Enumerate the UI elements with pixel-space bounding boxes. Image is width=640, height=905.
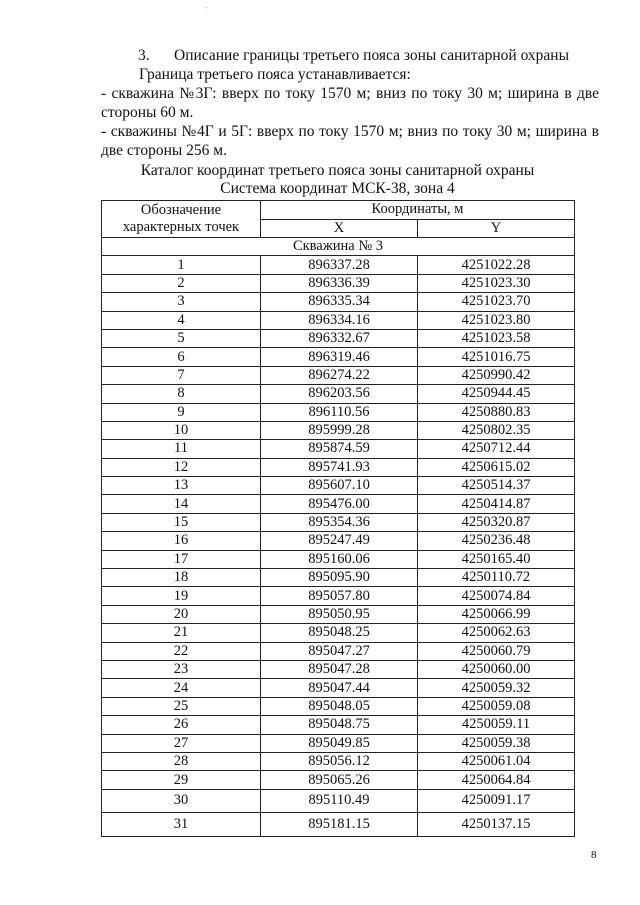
section-number: 3. (138, 47, 150, 64)
coord-x: 895247.49 (261, 532, 418, 550)
coord-y: 4250615.02 (418, 458, 575, 476)
table-row (102, 697, 575, 715)
table-row (102, 550, 575, 568)
table-row (102, 274, 575, 292)
coord-x: 896334.16 (261, 311, 418, 329)
point-number: 10 (102, 421, 261, 439)
coord-x: 895607.10 (261, 477, 418, 495)
coord-y: 4250059.08 (418, 697, 575, 715)
coord-y: 4250060.79 (418, 642, 575, 660)
coord-x: 895047.44 (261, 679, 418, 697)
point-number: 2 (102, 274, 261, 292)
table-row (102, 587, 575, 605)
header-x: X (261, 219, 418, 238)
coord-x: 896335.34 (261, 293, 418, 311)
section-heading (138, 46, 569, 65)
coord-x: 896319.46 (261, 348, 418, 366)
coord-y: 4250712.44 (418, 440, 575, 458)
coord-x: 895057.80 (261, 587, 418, 605)
coord-y: 4250064.84 (418, 771, 575, 789)
table-row (102, 385, 575, 403)
coord-x: 896336.39 (261, 274, 418, 292)
point-number: 4 (102, 311, 261, 329)
page-number: 8 (591, 849, 597, 861)
coordinates-table (101, 200, 575, 837)
coord-y: 4250059.11 (418, 716, 575, 734)
coord-y: 4251023.80 (418, 311, 575, 329)
point-number: 24 (102, 679, 261, 697)
coord-x: 896332.67 (261, 329, 418, 347)
coord-x: 896274.22 (261, 366, 418, 384)
paragraph-intro: Граница третьего пояса устанавливается: (139, 66, 411, 83)
coord-x: 895476.00 (261, 495, 418, 513)
catalog-caption (101, 162, 574, 198)
coord-y: 4250165.40 (418, 550, 575, 568)
point-number: 8 (102, 385, 261, 403)
coord-y: 4250880.83 (418, 403, 575, 421)
point-number: 30 (102, 789, 261, 813)
point-number: 5 (102, 329, 261, 347)
coord-y: 4250066.99 (418, 605, 575, 623)
coord-y: 4250137.15 (418, 813, 575, 837)
coord-x: 895160.06 (261, 550, 418, 568)
point-number: 20 (102, 605, 261, 623)
table-row (102, 293, 575, 311)
coord-x: 895056.12 (261, 752, 418, 770)
coord-x: 895874.59 (261, 440, 418, 458)
paragraph-well-3g: - скважина №3Г: вверх по току 1570 м; вниз по току 30 м; ширина в две стороны 60 м. (101, 85, 599, 121)
coord-x: 895354.36 (261, 513, 418, 531)
table-row (102, 771, 575, 789)
table-row (102, 605, 575, 623)
coord-x: 895050.95 (261, 605, 418, 623)
table-row (102, 642, 575, 660)
paragraph-wells-4g-5g: - скважины №4Г и 5Г: вверх по току 1570 м; вниз по току 30 м; ширина в две стороны 256 м. (101, 123, 599, 159)
point-number: 18 (102, 569, 261, 587)
table-row (102, 329, 575, 347)
point-number: 16 (102, 532, 261, 550)
table-row (102, 421, 575, 439)
point-number: 1 (102, 256, 261, 274)
table-row (102, 734, 575, 752)
coord-x: 896203.56 (261, 385, 418, 403)
table-row (102, 679, 575, 697)
coord-y: 4251023.30 (418, 274, 575, 292)
table-row (102, 440, 575, 458)
coord-y: 4250074.84 (418, 587, 575, 605)
point-number: 12 (102, 458, 261, 476)
coord-y: 4250062.63 (418, 624, 575, 642)
table-row (102, 624, 575, 642)
group-label: Скважина № 3 (102, 238, 575, 256)
coord-y: 4250061.04 (418, 752, 575, 770)
coord-x: 895181.15 (261, 813, 418, 837)
coord-y: 4250110.72 (418, 569, 575, 587)
section-title: Описание границы третьего пояса зоны санитарной охраны (174, 47, 570, 64)
point-number: 23 (102, 660, 261, 678)
table-row (102, 813, 575, 837)
coord-y: 4250990.42 (418, 366, 575, 384)
coord-y: 4250059.38 (418, 734, 575, 752)
coord-x: 895741.93 (261, 458, 418, 476)
point-number: 6 (102, 348, 261, 366)
catalog-title: Каталог координат третьего пояса зоны санитарной охраны (140, 162, 535, 179)
header-y: Y (418, 219, 575, 238)
point-number: 11 (102, 440, 261, 458)
table-row (102, 495, 575, 513)
coord-x: 895049.85 (261, 734, 418, 752)
coord-y: 4250414.87 (418, 495, 575, 513)
coord-y: 4250236.48 (418, 532, 575, 550)
table-row (102, 256, 575, 274)
table-row (102, 403, 575, 421)
header-designation: Обозначение характерных точек (102, 201, 261, 238)
table-row (102, 477, 575, 495)
point-number: 25 (102, 697, 261, 715)
point-number: 26 (102, 716, 261, 734)
point-number: 13 (102, 477, 261, 495)
point-number: 3 (102, 293, 261, 311)
point-number: 21 (102, 624, 261, 642)
point-number: 31 (102, 813, 261, 837)
point-number: 14 (102, 495, 261, 513)
point-number: 29 (102, 771, 261, 789)
point-number: 17 (102, 550, 261, 568)
coord-y: 4251022.28 (418, 256, 575, 274)
coord-y: 4250802.35 (418, 421, 575, 439)
point-number: 27 (102, 734, 261, 752)
table-row (102, 752, 575, 770)
coord-x: 895095.90 (261, 569, 418, 587)
coord-y: 4250091.17 (418, 789, 575, 813)
coord-x: 895065.26 (261, 771, 418, 789)
table-row (102, 458, 575, 476)
coord-y: 4251016.75 (418, 348, 575, 366)
coordinate-system: Система координат МСК-38, зона 4 (220, 180, 455, 197)
table-row (102, 513, 575, 531)
point-number: 9 (102, 403, 261, 421)
coord-y: 4251023.70 (418, 293, 575, 311)
table-row (102, 366, 575, 384)
table-row (102, 569, 575, 587)
table-row (102, 532, 575, 550)
table-row (102, 660, 575, 678)
coord-y: 4250944.45 (418, 385, 575, 403)
point-number: 7 (102, 366, 261, 384)
coord-y: 4250060.00 (418, 660, 575, 678)
coord-y: 4251023.58 (418, 329, 575, 347)
coord-x: 895048.05 (261, 697, 418, 715)
point-number: 22 (102, 642, 261, 660)
header-coordinates: Координаты, м (261, 201, 575, 220)
coord-y: 4250320.87 (418, 513, 575, 531)
coord-y: 4250514.37 (418, 477, 575, 495)
table-row (102, 716, 575, 734)
coord-x: 895047.28 (261, 660, 418, 678)
table-row (102, 789, 575, 813)
point-number: 19 (102, 587, 261, 605)
coord-x: 896110.56 (261, 403, 418, 421)
point-number: 28 (102, 752, 261, 770)
table-row (102, 311, 575, 329)
table-row (102, 348, 575, 366)
coord-x: 895048.25 (261, 624, 418, 642)
scan-mark: ˋ (205, 6, 208, 15)
coord-y: 4250059.32 (418, 679, 575, 697)
coord-x: 895999.28 (261, 421, 418, 439)
coord-x: 895110.49 (261, 789, 418, 813)
coord-x: 895048.75 (261, 716, 418, 734)
coord-x: 896337.28 (261, 256, 418, 274)
point-number: 15 (102, 513, 261, 531)
coord-x: 895047.27 (261, 642, 418, 660)
